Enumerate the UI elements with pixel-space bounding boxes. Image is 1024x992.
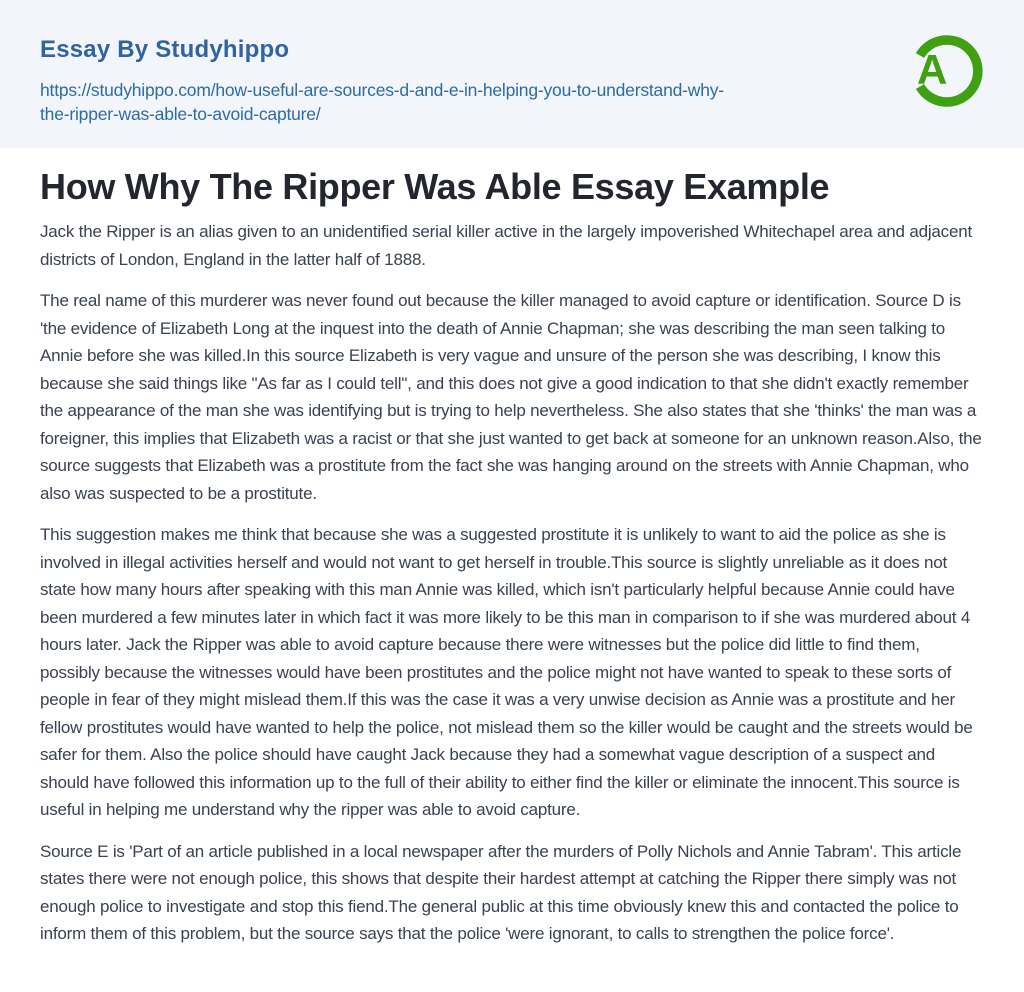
- article-paragraph-2: The real name of this murderer was never found out because the killer managed to avoid capture or identification. Source D is 'the evidence of Elizabeth Long at the inquest into the death of Annie Chapman; she was describing the man seen talking to Annie before she was killed.In this source Elizabeth is very vague and unsure of the person she was describing, I know this because she said things like "As far as I could tell", and this does not give a good indication to that she didn't exactly remember the appearance of the man she was identifying but is trying to help nevertheless. She also states that she 'thinks' the man was a foreigner, this implies that Elizabeth was a racist or that she just wanted to get back at someone for an unknown reason.Also, the source suggests that Elizabeth was a prostitute from the fact she was hanging around on the streets with Annie Chapman, who also was suspected to be a prostitute.: [40, 291, 982, 503]
- page-title: How Why The Ripper Was Able Essay Example: [40, 166, 830, 207]
- source-url-line2: the-ripper-was-able-to-avoid-capture/: [40, 104, 321, 124]
- header-text: [40, 36, 884, 126]
- article-paragraph-1: Jack the Ripper is an alias given to an unidentified serial killer active in the largely impoverished Whitechapel area and adjacent districts of London, England in the latter half of 1888.: [40, 222, 973, 269]
- article: [0, 166, 1024, 948]
- logo-letter: A: [917, 46, 948, 94]
- brand-title: Essay By Studyhippo: [40, 36, 290, 63]
- source-url-line1: https://studyhippo.com/how-useful-are-sources-d-and-e-in-helping-you-to-understand-why-: [40, 80, 724, 100]
- source-url-link[interactable]: [40, 78, 884, 126]
- header: [0, 0, 1024, 148]
- studyhippo-logo: [906, 30, 988, 112]
- article-paragraph-4: Source E is 'Part of an article published in a local newspaper after the murders of Polly Nichols and Annie Tabram'. This article states there were not enough police, this shows that despite their hardest attempt at catching the Ripper there simply was not enough police to investigate and stop this fiend.The general public at this time obviously knew this and contacted the police to inform them of this problem, but the source says that the police 'were ignorant, to calls to strengthen the police force'.: [40, 841, 962, 944]
- article-paragraph-3: This suggestion makes me think that because she was a suggested prostitute it is unlikely to want to aid the police as she is involved in illegal activities herself and would not want to get herself in trouble.This source is slightly unreliable as it does not state how many hours after speaking with this man Annie was killed, which isn't particularly helpful because Annie could have been murdered a few minutes later in which fact it was more likely to be this man in comparison to if she was murdered about 4 hours later. Jack the Ripper was able to avoid capture because there were witnesses but the police did little to find them, possibly because the witnesses would have been prostitutes and the police might not have wanted to speak to these sorts of people in fear of they might mislead them.If this was the case it was a very unwise decision as Annie was a prostitute and her fellow prostitutes would have wanted to help the police, not mislead them so the killer would be caught and the streets would be safer for them. Also the police should have caught Jack because they had a somewhat vague description of a suspect and should have followed this information up to the full of their ability to either find the killer or eliminate the innocent.This source is useful in helping me understand why the ripper was able to avoid capture.: [40, 525, 973, 820]
